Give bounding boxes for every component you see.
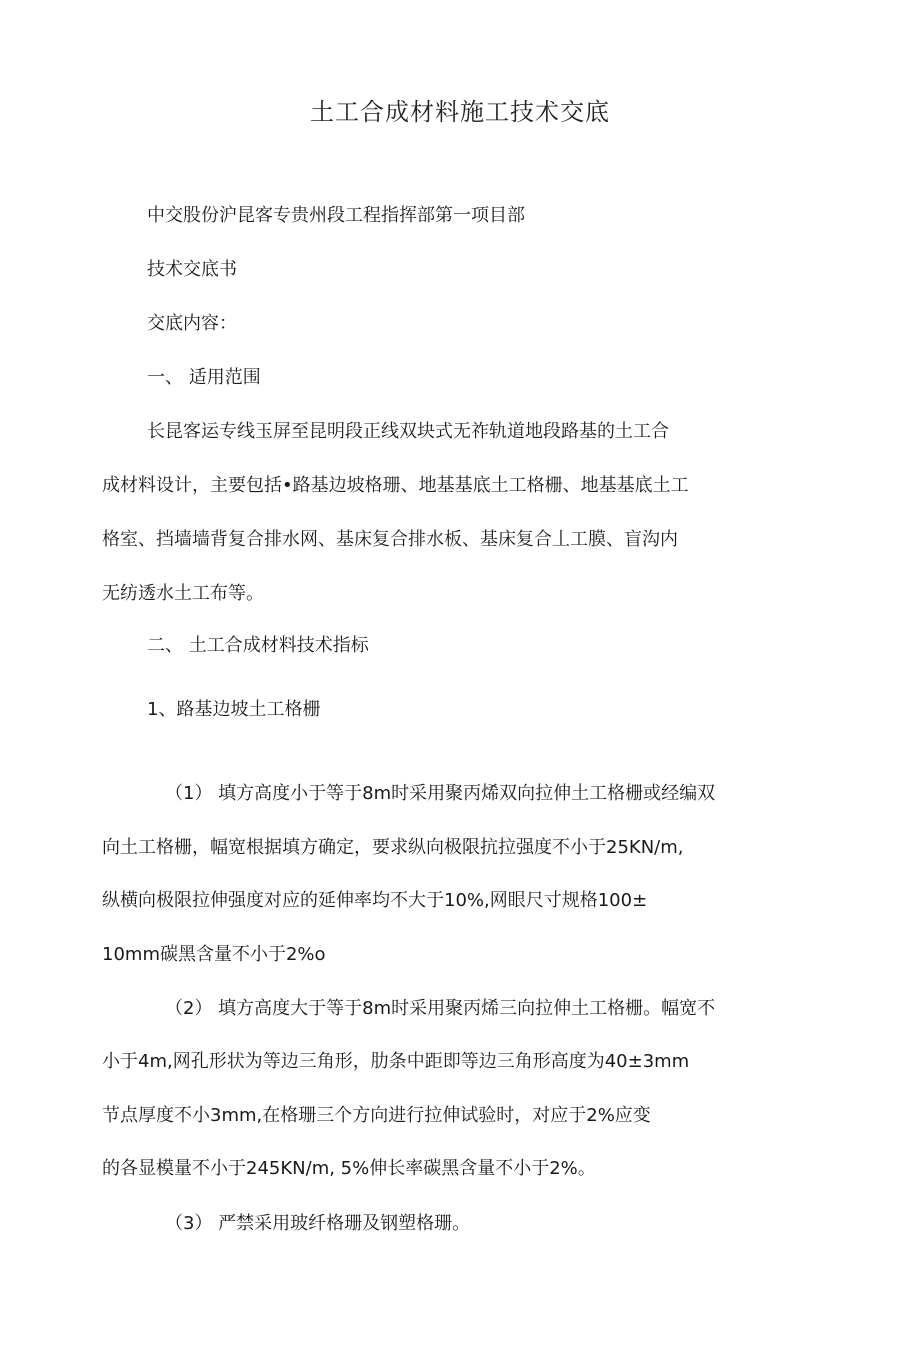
paragraph-line: 的各显模量不小于245KN/m, 5%伸长率碳黑含量不小于2%。 bbox=[102, 1158, 596, 1179]
paragraph-line: （3） 严禁采用玻纤格珊及钢塑格珊。 bbox=[165, 1213, 471, 1234]
paragraph-line: 无纺透水土工布等。 bbox=[102, 583, 264, 604]
paragraph-line: 成材料设计，主要包括•路基边坡格珊、地基基底土工格栅、地基基底土工 bbox=[102, 475, 689, 496]
paragraph-line: 小于4m,网孔形状为等边三角形，肋条中距即等边三角形高度为40±3mm bbox=[102, 1051, 690, 1072]
paragraph-line: 节点厚度不小3mm,在格珊三个方向进行拉伸试验时，对应于2%应变 bbox=[102, 1105, 651, 1126]
section-2-heading: 二、 土工合成材料技术指标 bbox=[147, 635, 369, 656]
paragraph-line: 格室、挡墙墙背复合排水网、基床复合排水板、基床复合丄工膜、盲沟内 bbox=[102, 529, 678, 550]
paragraph-line: 长昆客运专线玉屏至昆明段正线双块式无祚轨道地段路基的土工合 bbox=[147, 421, 669, 442]
section-1-heading: 一、 适用范围 bbox=[147, 367, 261, 388]
paragraph-line: （1） 填方高度小于等于8m时采用聚丙烯双向拉伸土工格栅或经编双 bbox=[165, 783, 716, 804]
paragraph-line: 向土工格栅，幅宽根据填方确定，要求纵向极限抗拉强度不小于25KN/m, bbox=[102, 837, 684, 858]
subsection-1-heading: 1、路基边坡土工格栅 bbox=[147, 699, 321, 720]
document-title: 土工合成材料施工技术交底 bbox=[310, 98, 610, 126]
paragraph-line: （2） 填方高度大于等于8m时采用聚丙烯三向拉伸土工格栅。幅宽不 bbox=[165, 998, 716, 1019]
paragraph-line: 纵横向极限拉伸强度对应的延伸率均不大于10%,网眼尺寸规格100± bbox=[102, 890, 648, 911]
content-heading: 交底内容： bbox=[147, 313, 237, 334]
org-line: 中交股份沪昆客专贵州段工程指挥部第一项目部 bbox=[147, 205, 525, 226]
doc-type-line: 技术交底书 bbox=[147, 259, 237, 280]
paragraph-line: 10mm碳黑含量不小于2%o bbox=[102, 944, 326, 965]
